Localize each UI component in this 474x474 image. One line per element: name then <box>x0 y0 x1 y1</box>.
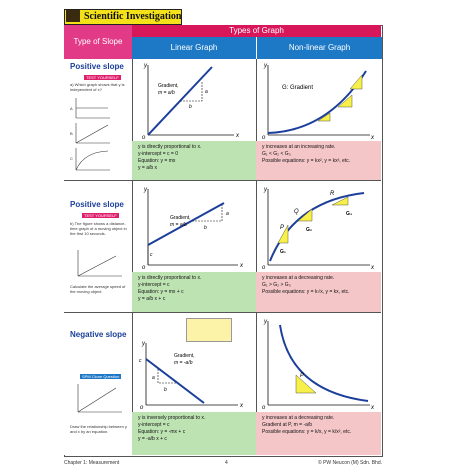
point-p: P <box>280 225 285 231</box>
row2-nonlinear-graph <box>258 181 378 272</box>
row1-mini-graphs <box>70 96 128 176</box>
gradient-label: Gradient, <box>170 215 191 221</box>
note-item: y increases at a decreasing rate. <box>262 275 335 281</box>
run-label: b <box>164 387 167 393</box>
origin-label: o <box>262 265 266 271</box>
row3-question: Draw the relationship between y and x by an equation. <box>70 424 127 434</box>
y-label: y <box>144 63 147 69</box>
intercept-label: c <box>139 358 142 364</box>
row3-nonlinear-graph <box>258 313 378 412</box>
gradient-formula: m = a/b <box>170 222 187 228</box>
intercept-label: c <box>150 252 153 258</box>
origin-label: o <box>142 265 146 271</box>
y-label: y <box>142 341 145 347</box>
svg-text:B: B <box>70 131 73 136</box>
row2-test-yourself-badge: TEST YOURSELF <box>84 213 117 218</box>
rise-label: a <box>152 375 155 381</box>
note-item: Possible equations: y = kx², y = kx³, etc. <box>262 158 351 164</box>
x-label: x <box>371 265 374 271</box>
x-label: x <box>240 403 243 409</box>
gradient-label: Gradient, <box>158 83 179 89</box>
type-of-slope-header: Type of Slope <box>64 25 132 59</box>
point-q: Q <box>294 209 299 215</box>
x-label: x <box>236 133 239 139</box>
svg-text:A: A <box>70 106 73 111</box>
svg-text:C: C <box>70 156 73 161</box>
row3-linear-notes <box>132 412 256 455</box>
note-item: Equation: y = -mx + c <box>138 429 186 435</box>
note-item: y-intercept = c = 0 <box>138 151 179 157</box>
row3-spm-badge: SPM Clone Question <box>82 374 120 379</box>
x-label: x <box>371 405 374 411</box>
row2-slope-label: Positive slope <box>70 200 124 209</box>
note-item: y increases at a decreasing rate. <box>262 415 335 421</box>
point-p: P <box>300 373 305 379</box>
row2-mini-graph <box>72 248 126 280</box>
row1-slope-label: Positive slope <box>70 62 124 71</box>
gradient-g2: G₂ <box>306 227 313 233</box>
note-item: G₁ < G₂ < G₃ <box>262 151 291 157</box>
row2-question: b) The figure shows a distance-time graph of a moving object in the first 10 seconds. <box>70 221 127 236</box>
row3-slope-label: Negative slope <box>70 330 127 339</box>
note-item: Possible equations: y = k/x, y = k/x², etc. <box>262 429 352 435</box>
row1-nonlinear-graph <box>258 59 378 141</box>
point-r: R <box>330 191 335 197</box>
footer-chapter: Chapter 1: Measurement <box>64 460 120 466</box>
note-item: y is directly proportional to x. <box>138 275 202 281</box>
y-label: y <box>144 187 147 193</box>
inverse-curve <box>280 325 368 401</box>
origin-label: o <box>142 135 146 141</box>
note-item: Possible equations: y = k√x, y = kx, etc. <box>262 289 350 295</box>
row2-linear-notes <box>132 272 256 312</box>
note-item: y-intercept = c <box>138 282 170 288</box>
origin-label: o <box>262 405 266 411</box>
note-item: y = a/b x + c <box>138 296 166 302</box>
x-label: x <box>371 135 374 141</box>
run-label: b <box>189 104 192 110</box>
footer-copyright: © PW Neucon (M) Sdn. Bhd. <box>318 460 382 466</box>
note-item: Equation: y = mx + c <box>138 289 184 295</box>
page-title: Scientific Investigation <box>84 11 182 22</box>
row1-nonlinear-notes <box>256 141 381 180</box>
gradient-formula: m = a/b <box>158 90 175 96</box>
row3-nonlinear-notes <box>256 412 381 455</box>
run-label: b <box>204 225 207 231</box>
linear-graph-header: Linear Graph <box>132 37 256 59</box>
note-item: y is inversely proportional to x. <box>138 415 206 421</box>
note-item: y-intercept = c <box>138 422 170 428</box>
x-label: x <box>240 263 243 269</box>
gradient-g3: G₃ <box>346 211 353 217</box>
note-item: y = a/b x <box>138 165 158 171</box>
row2-nonlinear-notes <box>256 272 381 312</box>
note-item: y is directly proportional to x. <box>138 144 202 150</box>
note-item: Gradient at P, m = -a/b <box>262 422 313 428</box>
gradient-legend: G: Gradient <box>282 85 314 91</box>
y-label: y <box>264 319 267 325</box>
footer-page-number: 4 <box>225 460 228 466</box>
row1-question: a) Which graph shows that y is independent of x? <box>70 82 125 92</box>
row1-linear-notes <box>132 141 256 180</box>
gradient-g1: G₁ <box>280 249 286 255</box>
gradient-formula: m = -a/b <box>174 360 193 366</box>
y-label: y <box>264 187 267 193</box>
row3-mini-graph <box>72 382 126 418</box>
y-label: y <box>264 63 267 69</box>
row3-spm-callout <box>186 318 232 342</box>
header-photo-icon <box>66 10 80 22</box>
row1-linear-graph <box>134 59 254 141</box>
row2-question-2: Calculate the average speed of the moving object. <box>70 284 126 294</box>
note-item: y increases at an increasing rate. <box>262 144 336 150</box>
types-of-graph-header: Types of Graph <box>132 25 381 37</box>
row2-linear-graph <box>134 181 254 272</box>
note-item: y = -a/b x + c <box>138 436 167 442</box>
nonlinear-graph-header: Non-linear Graph <box>256 37 382 59</box>
origin-label: o <box>140 405 144 411</box>
rise-label: a <box>226 211 229 217</box>
note-item: G₁ > G₂ > G₃ <box>262 282 291 288</box>
rise-label: a <box>205 89 208 95</box>
origin-label: o <box>262 135 266 141</box>
note-item: Equation: y = mx <box>138 158 176 164</box>
gradient-label: Gradient, <box>174 353 195 359</box>
row1-test-yourself-badge: TEST YOURSELF <box>86 75 119 80</box>
